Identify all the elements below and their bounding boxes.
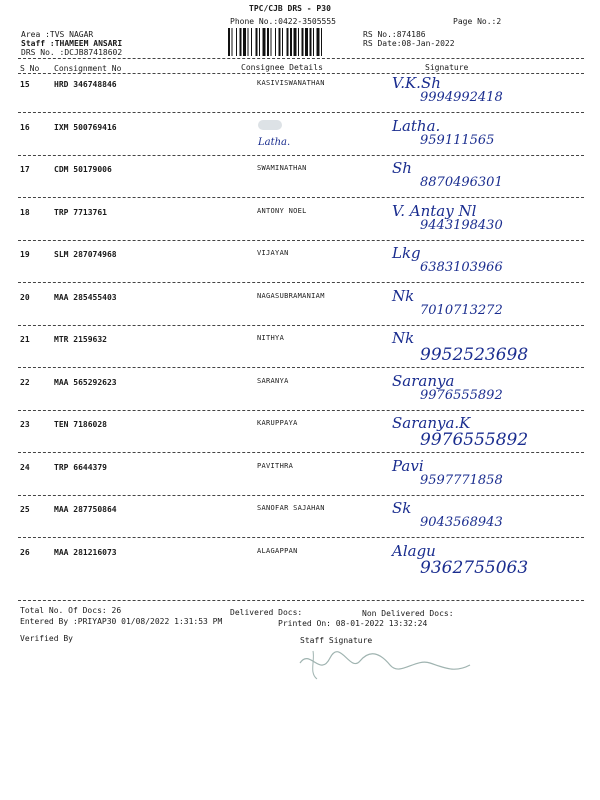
printed-on: Printed On: 08-01-2022 13:32:24 bbox=[278, 619, 428, 628]
row-signature-ink: Alagu bbox=[392, 541, 436, 560]
row-serial-number: 23 bbox=[20, 420, 30, 429]
row-signature-ink: Nk bbox=[392, 329, 415, 347]
column-header-consignee: Consignee Details bbox=[241, 63, 323, 72]
row-consignee-name: NAGASUBRAMANIAM bbox=[257, 291, 325, 300]
column-header-consignment: Consignment No bbox=[54, 64, 122, 73]
row-phone-ink: 959111565 bbox=[420, 132, 495, 148]
verified-by-label: Verified By bbox=[20, 634, 73, 643]
row-divider bbox=[18, 410, 584, 411]
entered-by: Entered By :PRIYAP30 01/08/2022 1:31:53 PM bbox=[20, 617, 223, 626]
row-consignee-name: KARUPPAYA bbox=[257, 419, 298, 427]
row-consignee-name: NITHYA bbox=[257, 334, 285, 342]
row-divider bbox=[18, 537, 584, 538]
row-consignee-name: VIJAYAN bbox=[257, 249, 289, 257]
row-consignment-number: MAA 565292623 bbox=[54, 377, 117, 387]
rs-date: RS Date:08-Jan-2022 bbox=[363, 39, 455, 48]
row-serial-number: 22 bbox=[20, 377, 30, 387]
row-consignment-number: TEN 7186028 bbox=[54, 420, 107, 429]
document-title: TPC/CJB DRS - P30 bbox=[249, 4, 331, 13]
row-serial-number: 24 bbox=[20, 462, 30, 472]
row-consignee-name: KASIVISWANATHAN bbox=[257, 79, 325, 87]
row-serial-number: 26 bbox=[20, 547, 30, 557]
row-serial-number: 21 bbox=[20, 335, 30, 344]
page-number: Page No.:2 bbox=[453, 17, 502, 26]
row-signature-ink: V.K.Sh bbox=[392, 74, 441, 92]
row-divider bbox=[18, 452, 584, 453]
staff-label: Staff :THAMEEM ANSARI bbox=[21, 39, 123, 48]
row-consignee-name: PAVITHRA bbox=[257, 461, 294, 470]
row-divider bbox=[18, 282, 584, 283]
staff-signature-scribble bbox=[295, 643, 475, 683]
divider bbox=[18, 73, 584, 74]
row-signature-ink: Saranya.K bbox=[392, 414, 471, 432]
row-serial-number: 17 bbox=[20, 165, 30, 174]
divider bbox=[18, 58, 584, 59]
row-phone-ink: 7010713272 bbox=[420, 302, 503, 318]
row-consignment-number: TRP 6644379 bbox=[54, 462, 107, 472]
row-phone-ink: 9994992418 bbox=[420, 90, 503, 105]
row-consignment-number: MAA 287750864 bbox=[54, 505, 117, 514]
row-divider bbox=[18, 197, 584, 198]
row-serial-number: 18 bbox=[20, 207, 30, 217]
non-delivered-docs: Non Delivered Docs: bbox=[362, 609, 454, 618]
column-header-sno: S No bbox=[20, 64, 40, 73]
rs-number: RS No.:874186 bbox=[363, 30, 426, 39]
row-serial-number: 16 bbox=[20, 122, 30, 132]
row-divider bbox=[18, 240, 584, 241]
barcode bbox=[228, 28, 356, 56]
row-divider bbox=[18, 112, 584, 113]
row-divider bbox=[18, 325, 584, 326]
row-serial-number: 20 bbox=[20, 292, 30, 302]
row-signature-ink: V. Antay Nl bbox=[392, 201, 477, 220]
row-consignment-number: SLM 287074968 bbox=[54, 250, 117, 259]
row-signature-ink: Pavi bbox=[392, 456, 424, 475]
row-phone-ink: 8870496301 bbox=[420, 175, 503, 190]
row-signature-ink: Sk bbox=[392, 499, 412, 517]
row-phone-ink: 9043568943 bbox=[420, 515, 503, 530]
column-header-signature: Signature bbox=[425, 63, 469, 72]
row-consignment-number: IXM 500769416 bbox=[54, 122, 117, 132]
row-consignment-number: HRD 346748846 bbox=[54, 80, 117, 89]
row-signature-ink: Sh bbox=[392, 159, 412, 177]
row-consignee-name: SWAMINATHAN bbox=[257, 164, 307, 172]
row-signature-ink: Latha. bbox=[392, 116, 441, 135]
row-divider bbox=[18, 367, 584, 368]
row-serial-number: 15 bbox=[20, 80, 30, 89]
row-consignment-number: MTR 2159632 bbox=[54, 335, 107, 344]
row-phone-ink: 9597771858 bbox=[420, 472, 503, 488]
row-consignment-number: TRP 7713761 bbox=[54, 207, 107, 217]
smudge-mark bbox=[258, 120, 282, 130]
row-signature-ink: Saranya bbox=[392, 371, 455, 390]
row-note-ink: Latha. bbox=[258, 136, 291, 148]
row-consignee-name: ANTONY NOEL bbox=[257, 206, 307, 215]
row-consignee-name: SANOFAR SAJAHAN bbox=[257, 504, 325, 512]
row-divider bbox=[18, 155, 584, 156]
row-divider bbox=[18, 495, 584, 496]
row-phone-ink: 6383103966 bbox=[420, 260, 503, 275]
row-signature-ink: Lkg bbox=[392, 244, 421, 262]
row-consignment-number: CDM 50179006 bbox=[54, 165, 112, 174]
row-consignee-name: ALAGAPPAN bbox=[257, 546, 298, 555]
drs-number: DRS No. :DCJB87418602 bbox=[21, 48, 123, 57]
total-docs: Total No. Of Docs: 26 bbox=[20, 606, 122, 615]
row-phone-ink: 9976555892 bbox=[420, 387, 503, 403]
row-consignee-name: SARANYA bbox=[257, 376, 289, 385]
row-phone-ink: 9976555892 bbox=[420, 430, 529, 450]
divider bbox=[18, 600, 584, 601]
row-serial-number: 19 bbox=[20, 250, 30, 259]
row-phone-ink: 9362755063 bbox=[420, 557, 529, 578]
row-phone-ink: 9443198430 bbox=[420, 217, 503, 233]
row-phone-ink: 9952523698 bbox=[420, 345, 529, 365]
row-consignment-number: MAA 285455403 bbox=[54, 292, 117, 302]
row-consignment-number: MAA 281216073 bbox=[54, 547, 117, 557]
row-signature-ink: Nk bbox=[392, 286, 415, 305]
row-serial-number: 25 bbox=[20, 505, 30, 514]
phone-number: Phone No.:0422-3505555 bbox=[230, 17, 336, 26]
area-label: Area :TVS NAGAR bbox=[21, 30, 94, 39]
staff-signature-label: Staff Signature bbox=[300, 636, 373, 645]
delivered-docs: Delivered Docs: bbox=[230, 608, 303, 617]
